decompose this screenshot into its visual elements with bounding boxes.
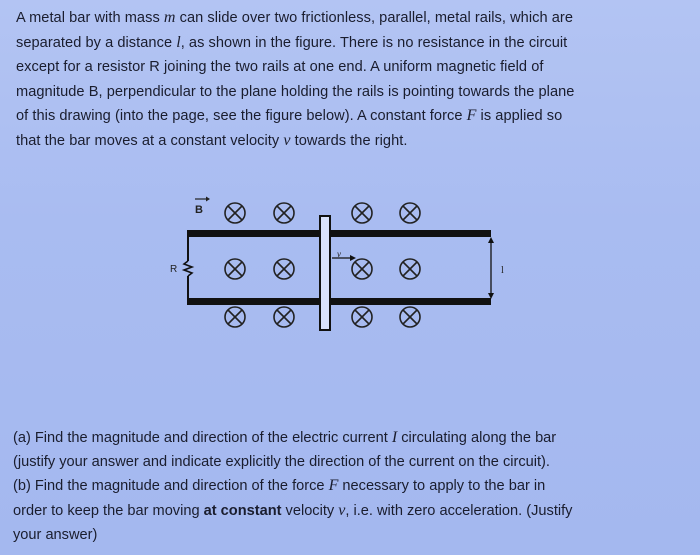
field-into-page-icon	[225, 259, 245, 279]
field-into-page-icon	[352, 203, 372, 223]
problem-statement	[16, 6, 688, 154]
field-into-page-icon	[352, 307, 372, 327]
field-into-page-icon	[400, 259, 420, 279]
field-label	[195, 197, 210, 217]
distance-label: l	[501, 265, 504, 276]
field-into-page-icon	[274, 259, 294, 279]
velocity-label: v	[337, 249, 341, 259]
velocity-variable: v	[338, 501, 346, 519]
field-into-page-icon	[352, 259, 372, 279]
problem-line-5: of this drawing (into the page, see the figure below). A constant force F is applied so	[16, 107, 563, 125]
rail-circuit-figure	[160, 186, 520, 336]
field-into-page-icon	[225, 307, 245, 327]
problem-line-1: A metal bar with mass m can slide over two frictionless, parallel, metal rails, which are	[16, 9, 574, 26]
field-into-page-icon	[225, 203, 245, 223]
force-variable: F	[466, 107, 477, 125]
field-into-page-icon	[400, 307, 420, 327]
problem-line-4: magnitude B, perpendicular to the plane holding the rails is pointing towards the plane	[16, 83, 575, 100]
problem-line-2: separated by a distance l, as shown in the figure. There is no resistance in the circuit	[16, 33, 568, 51]
distance-variable: l	[176, 33, 181, 51]
questions	[13, 426, 693, 547]
top-rail	[187, 230, 491, 237]
field-into-page-icon	[274, 203, 294, 223]
question-b: (b) Find the magnitude and direction of the force F necessary to apply to the bar in order to keep the bar moving at constant velocity v, i.e. with zero acceleration. (Justify your answer)	[13, 477, 573, 543]
question-a: (a) Find the magnitude and direction of the electric current I circulating along the bar (justify your answer and indicate explicitly the direction of the current on the circuit).	[13, 429, 557, 471]
field-into-page-icon	[400, 203, 420, 223]
problem-line-6: that the bar moves at a constant velocity v towards the right.	[16, 131, 408, 149]
field-into-page-icon	[274, 307, 294, 327]
velocity-variable: v	[283, 131, 291, 149]
field-label-text: B	[195, 204, 203, 216]
distance-arrow-icon	[488, 237, 494, 299]
velocity-arrow-icon	[332, 249, 356, 261]
resistor-label: R	[170, 264, 178, 275]
sliding-bar	[320, 216, 330, 330]
force-variable: F	[328, 477, 339, 495]
problem-line-3: except for a resistor R joining the two rails at one end. A uniform magnetic field of	[16, 59, 544, 76]
current-variable: I	[391, 429, 398, 446]
resistor-icon	[184, 261, 192, 276]
mass-variable: m	[163, 9, 176, 26]
